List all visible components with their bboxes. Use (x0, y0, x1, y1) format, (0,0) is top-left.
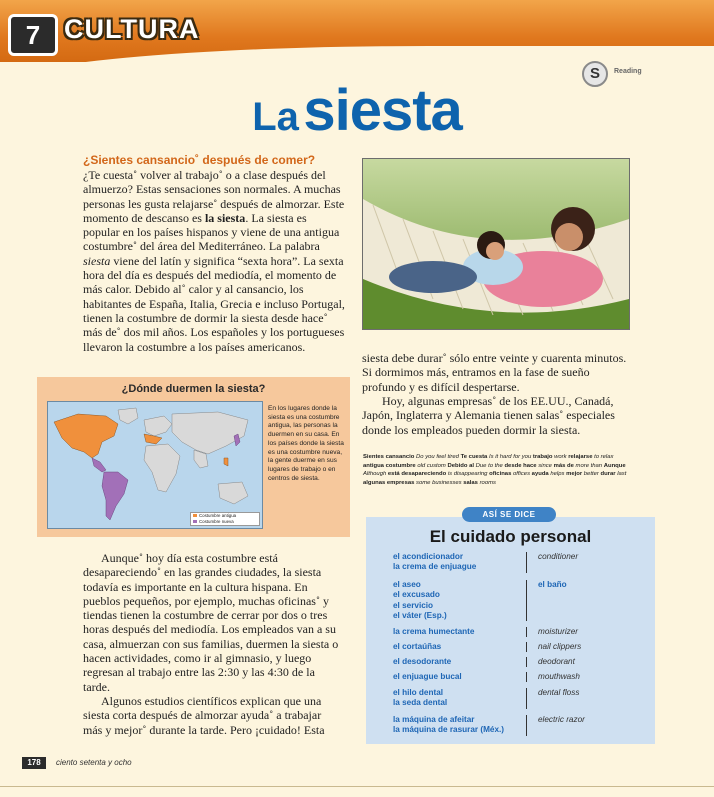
map-legend (190, 512, 260, 526)
glossary-translation: old custom (417, 462, 446, 469)
glossary-translation: rooms (479, 479, 496, 486)
hammock-photo (362, 158, 630, 330)
chapter-number-badge: 7 (8, 14, 58, 56)
glossary-translation: better (583, 471, 599, 478)
glossary-translation: more than (575, 462, 603, 469)
glossary-translation: last (617, 471, 627, 478)
map-south-america (102, 472, 128, 520)
title-la: La (252, 95, 299, 139)
legend-new-label: Costumbre nueva (199, 519, 234, 524)
article-subhead: ¿Sientes cansancio˚ después de comer? (83, 153, 316, 167)
paragraph-text: Hoy, algunas empresas˚ de los EE.UU., Canadá, Japón, Inglaterra y Alemania tienen salas˚ especiales donde los empleados pueden dormir la siesta. (362, 394, 615, 437)
paragraph-text: Algunos estudios científicos explican que una siesta corta después de almorzar ayuda˚ a trabajar más y mejor˚ durante la tarde. Pero ¡cuidado! Esta (83, 694, 325, 737)
glossary-translation: Due to the (475, 462, 503, 469)
section-title: CULTURA (64, 14, 200, 44)
map-asia (172, 412, 248, 454)
vocab-divider (526, 672, 527, 682)
glossary-term: relajarse (568, 454, 593, 460)
legend-swatch-new (193, 520, 197, 523)
article-left-paragraph-3 (83, 694, 343, 737)
legend-swatch-old (193, 514, 197, 517)
glossary-term: más de (553, 462, 574, 469)
glossary-term: durar (600, 471, 616, 478)
map-australia (218, 482, 248, 504)
vocab-row (393, 580, 643, 621)
vocab-spanish: el hilo dental la seda dental (393, 688, 448, 708)
reading-strategy-icon[interactable]: S (582, 61, 608, 87)
glossary-translation: since (538, 462, 552, 469)
vocab-spanish: el enjuague bucal (393, 672, 462, 681)
glossary-translation: to relax (594, 454, 614, 460)
map-north-america (54, 414, 118, 458)
vocab-divider (526, 627, 527, 637)
article-right-paragraph-1 (362, 351, 628, 394)
vocab-english: dental floss (538, 688, 580, 697)
vocab-divider (526, 552, 527, 573)
vocab-row (393, 672, 643, 682)
vocab-english: deodorant (538, 657, 575, 666)
page-number-words: ciento setenta y ocho (56, 758, 132, 767)
glossary-term: mejor (566, 471, 583, 478)
glossary-term: Aunque (603, 462, 626, 469)
glossary (363, 453, 628, 487)
paragraph-text: Aunque˚ hoy día esta costumbre está desapareciendo˚ en las grandes ciudades, la siesta todavía es importante en la cultura hispana. En pueblos pequeños, por ejemplo, muchas oficinas˚ y tiendas tienen la costumbre de cerrar por dos o tres horas después del mediodía. Los empleados van a su casa, almuerzan con sus familias, duermen la siesta o hacen actividades, como ir al gimnasio, y luego regresan al trabajo entre las 2:30 y las 4:30 de la tarde. (83, 551, 339, 694)
glossary-translation: Is it hard for you (488, 454, 532, 460)
title-siesta: siesta (303, 78, 462, 143)
glossary-term: salas (463, 479, 478, 486)
glossary-term: Te cuesta (460, 454, 488, 460)
vocab-english: mouthwash (538, 672, 580, 681)
vocab-spanish: el aseo el excusado el servicio el váter (Esp.) (393, 580, 447, 620)
paragraph-text: ¿Te cuesta˚ volver al trabajo˚ o a clase después del almuerzo? Estas sensaciones son normales. A muchas personas les gusta relajarse˚ después de almorzar. Este momento de descanso es la siesta. La siesta es popular en los países hispanos y viene de una antigua costumbre˚ del área del Mediterráneo. La palabra siesta viene del latín y significa “sexta hora”. La sexta hora del día es después del mediodía, el momento de más calor. Debido al˚ calor y al cansancio, los habitantes de España, Italia, Grecia e incluso Portugal, tienen la costumbre de dormir la siesta desde hace˚ más de˚ dos mil años. Los españoles y los portugueses llevaron la costumbre a los países americanos. (83, 168, 345, 354)
hammock-photo-illustration (363, 159, 629, 329)
glossary-translation: offices (513, 471, 531, 478)
vocab-row (393, 657, 643, 667)
legend-old-label: Costumbre antigua (199, 513, 237, 518)
vocab-english: moisturizer (538, 627, 579, 636)
article-left-paragraph-2 (83, 551, 343, 694)
vocab-row (393, 642, 643, 652)
glossary-term: algunas empresas (363, 479, 415, 486)
map-africa (144, 444, 180, 492)
article-left-paragraph-1 (83, 168, 345, 354)
reading-label: Reading (614, 68, 642, 75)
vocab-divider (526, 580, 527, 621)
glossary-term: está desapareciendo (387, 471, 447, 478)
vocab-english: conditioner (538, 552, 579, 561)
world-map (47, 401, 263, 529)
vocab-divider (526, 642, 527, 652)
asi-se-dice-title: El cuidado personal (429, 527, 592, 546)
glossary-term: Sientes cansancio (363, 454, 415, 460)
vocab-spanish: el acondicionador la crema de enjuague (393, 552, 477, 572)
page-bottom-rule (0, 786, 714, 787)
map-caption: En los lugares donde la siesta es una costumbre antigua, las personas la duermen en su casa. En los países donde la siesta es una costumbre nueva, la gente duerme en sus lugares de trabajo o en centros de siesta. (268, 405, 344, 482)
glossary-term: trabajo (532, 454, 553, 460)
page-number: 178 (22, 757, 46, 769)
glossary-term: antigua costumbre (363, 462, 416, 469)
asi-se-dice-tab: ASÍ SE DICE (462, 507, 556, 522)
vocab-spanish: el cortaúñas (393, 642, 442, 651)
vocab-english: el baño (538, 580, 567, 589)
map-europe (144, 416, 172, 436)
glossary-term: desde hace (504, 462, 537, 469)
vocab-english: nail clippers (538, 642, 582, 651)
vocab-row (393, 688, 643, 709)
vocab-divider (526, 688, 527, 709)
vocab-row (393, 627, 643, 637)
glossary-translation: helps (550, 471, 565, 478)
glossary-term: Debido al (447, 462, 474, 469)
vocab-spanish: la máquina de afeitar la máquina de rasurar (Méx.) (393, 715, 505, 735)
glossary-translation: Although (363, 471, 387, 478)
vocab-english: electric razor (538, 715, 585, 724)
vocab-divider (526, 657, 527, 667)
vocab-row (393, 715, 643, 736)
article-right-paragraph-2 (362, 394, 628, 437)
map-title: ¿Dónde duermen la siesta? (121, 383, 266, 395)
glossary-translation: some businesses (416, 479, 462, 486)
glossary-term: oficinas (489, 471, 512, 478)
vocab-spanish: la crema humectante (393, 627, 475, 636)
vocab-divider (526, 715, 527, 736)
map-central-america (92, 458, 106, 472)
map-philippines (224, 458, 228, 466)
map-greenland (118, 408, 138, 424)
vocab-spanish: el desodorante (393, 657, 452, 666)
glossary-term: ayuda (531, 471, 549, 478)
glossary-translation: is disappearing (447, 471, 488, 478)
paragraph-text: siesta debe durar˚ sólo entre veinte y cuarenta minutos. Si dormimos más, entramos en la fase de sueño profundo y es difícil despertarse. (362, 351, 627, 394)
glossary-translation: work (554, 454, 567, 460)
page-title (0, 78, 714, 143)
vocab-row (393, 552, 643, 573)
glossary-translation: Do you feel tired (416, 454, 459, 460)
world-map-graphic (48, 402, 262, 528)
